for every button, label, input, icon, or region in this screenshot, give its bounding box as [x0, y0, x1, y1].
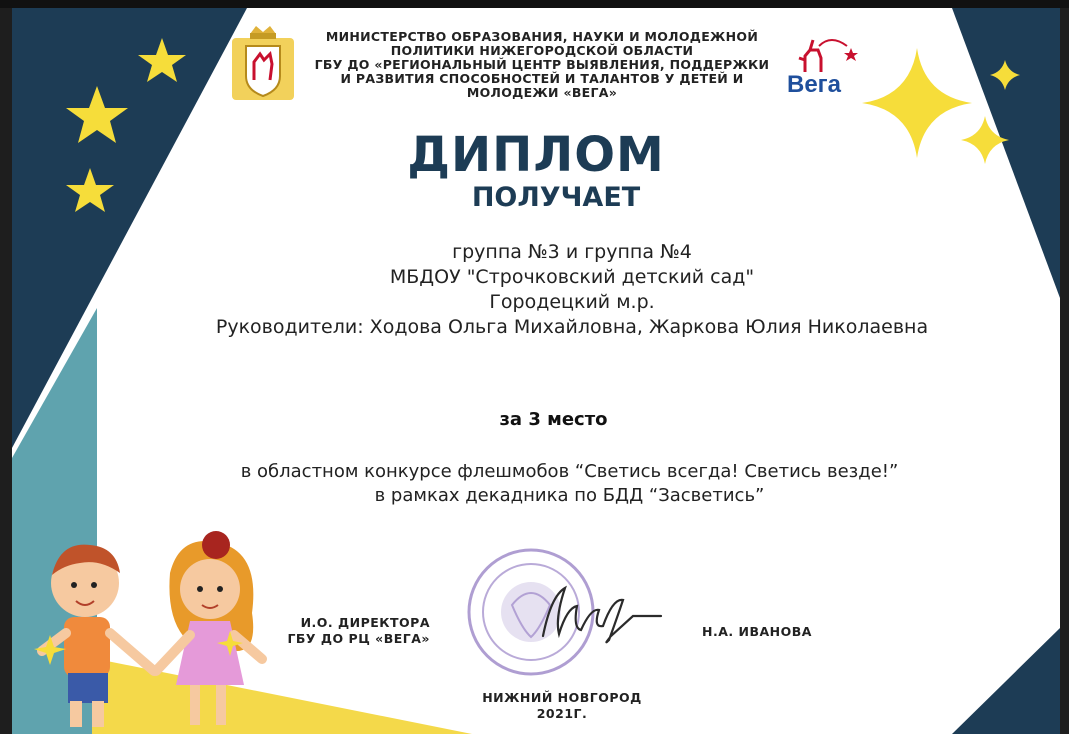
- year-line: 2021Г.: [536, 706, 588, 721]
- signer-name: Н.А. ИВАНОВА: [702, 624, 812, 639]
- coat-of-arms-icon: [230, 24, 296, 104]
- left-frame-bar: [0, 8, 12, 734]
- right-frame-bar: [1060, 8, 1069, 734]
- top-frame-bar: [0, 0, 1069, 8]
- header-line: МИНИСТЕРСТВО ОБРАЗОВАНИЯ, НАУКИ И МОЛОДЕЖНОЙ: [325, 29, 759, 44]
- children-illustration: [30, 523, 280, 734]
- city-and-year: [452, 690, 672, 722]
- header-line: МОЛОДЕЖИ «ВЕГА»: [466, 85, 618, 100]
- award-reason: [112, 460, 1027, 508]
- recipient-line: группа №3 и группа №4: [452, 241, 692, 263]
- vega-logo-text: Вега: [787, 71, 842, 98]
- star-icon: [844, 48, 858, 61]
- director-signature: [537, 578, 667, 648]
- signer-line: И.О. ДИРЕКТОРА: [300, 615, 430, 630]
- reason-line: в областном конкурсе флешмобов “Светись всегда! Светись везде!”: [240, 461, 899, 482]
- bottom-right-navy: [952, 628, 1060, 734]
- award-place: за 3 место: [499, 409, 608, 430]
- signer-title: [280, 615, 430, 647]
- recipient-block: [142, 240, 1002, 340]
- header-line: И РАЗВИТИЯ СПОСОБНОСТЕЙ И ТАЛАНТОВ У ДЕТЕЙ И: [340, 71, 744, 86]
- diploma-page: [12, 8, 1060, 734]
- diploma-subtitle: ПОЛУЧАЕТ: [471, 182, 641, 213]
- recipient-line: Городецкий м.р.: [489, 291, 655, 313]
- recipient-line: МБДОУ "Строчковский детский сад": [389, 266, 755, 288]
- diploma-title: ДИПЛОМ: [407, 127, 665, 183]
- city-line: НИЖНИЙ НОВГОРОД: [482, 690, 642, 705]
- vega-logo: [785, 36, 863, 98]
- header-line: ПОЛИТИКИ НИЖЕГОРОДСКОЙ ОБЛАСТИ: [390, 43, 694, 58]
- header-line: ГБУ ДО «РЕГИОНАЛЬНЫЙ ЦЕНТР ВЫЯВЛЕНИЯ, ПОДДЕРЖКИ: [314, 57, 770, 72]
- recipient-line: Руководители: Ходова Ольга Михайловна, Жаркова Юлия Николаевна: [215, 316, 929, 338]
- reason-line: в рамках декадника по БДД “Засветись”: [374, 485, 765, 506]
- issuer-header: [302, 30, 782, 100]
- signer-line: ГБУ ДО РЦ «ВЕГА»: [287, 631, 430, 646]
